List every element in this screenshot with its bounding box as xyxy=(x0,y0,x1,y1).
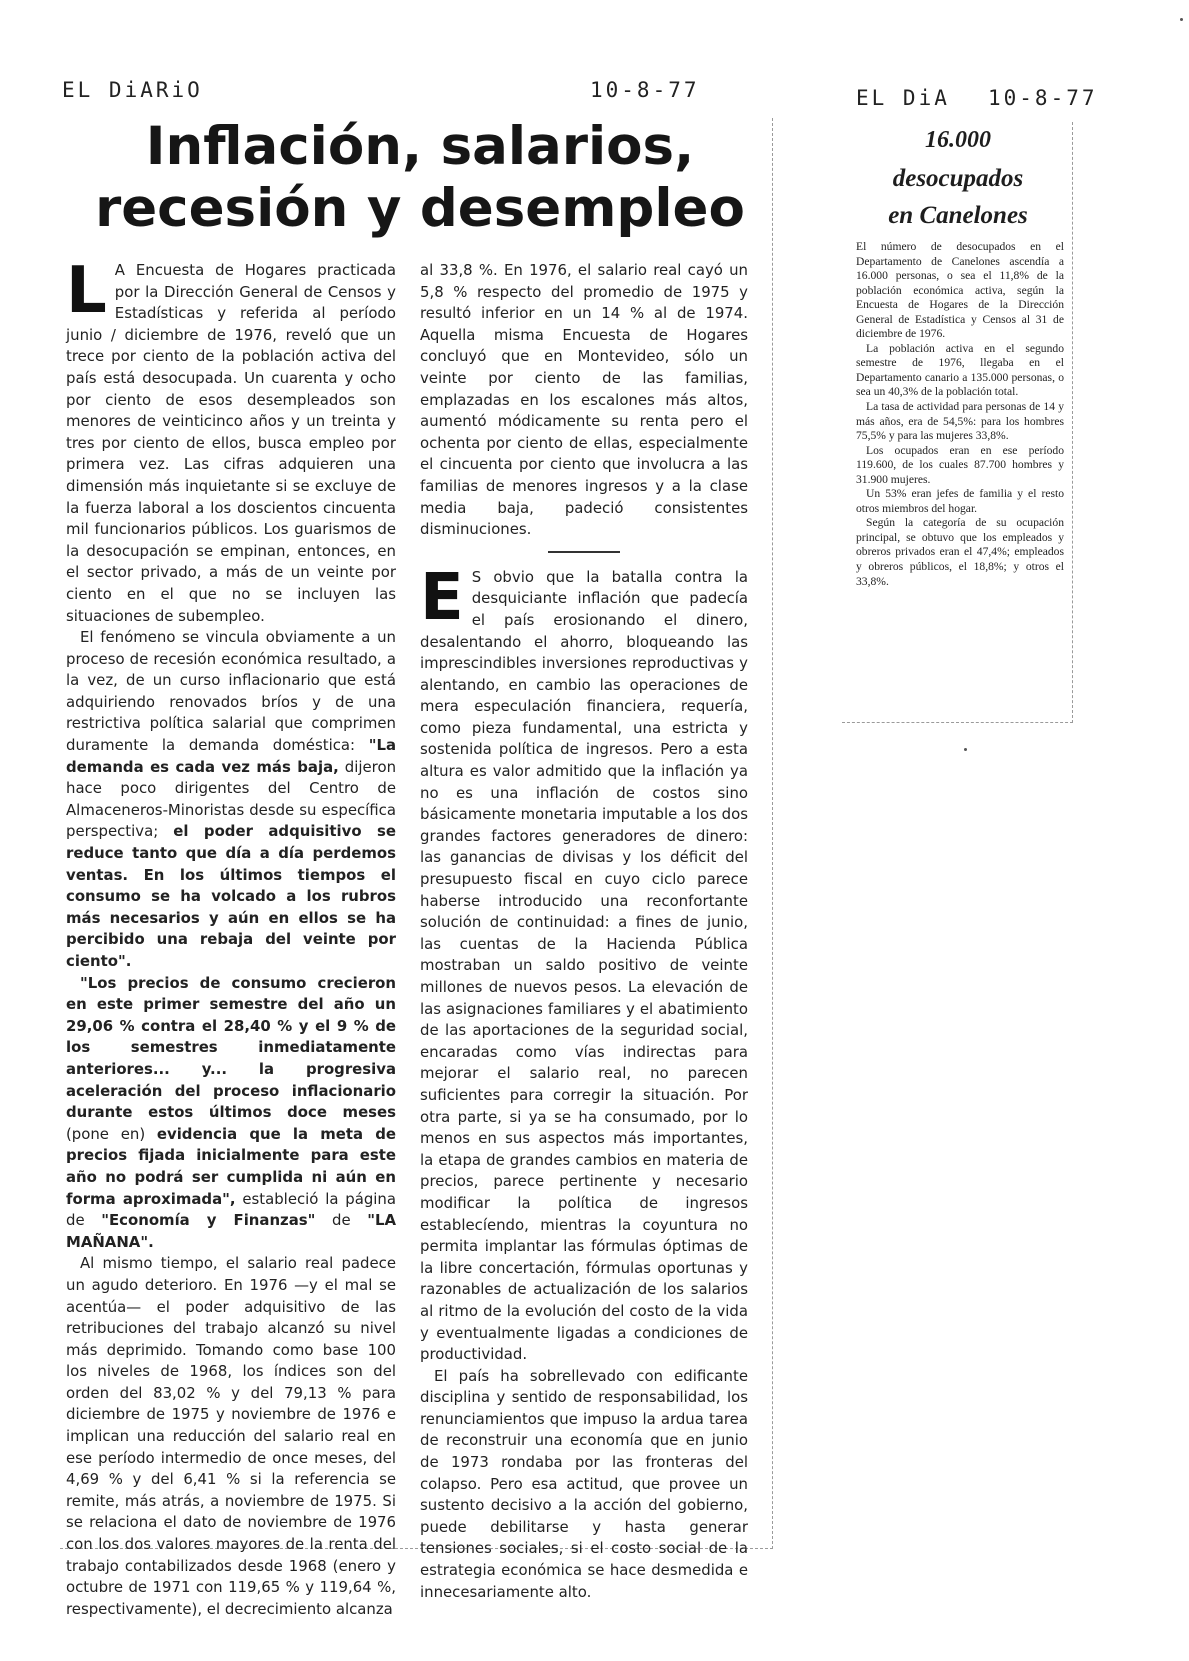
side-paragraph-2: La población activa en el segundo semestre de 1976, llegaba en el Departamento canario a 135.000 personas, o sea un 40,3% de la población total. xyxy=(856,341,1064,399)
side-paragraph-3: La tasa de actividad para personas de 14 y más años, era de 54,5%: para los hombres 75,5% y para las mujeres 33,8%. xyxy=(856,400,1064,443)
headline-line-1: Inflación, salarios, xyxy=(145,116,695,177)
side-headline-line-3: en Canelones xyxy=(888,202,1028,229)
headline-line-2: recesión y desempleo xyxy=(95,178,745,239)
side-paragraph-6: Según la categoría de su ocupación principal, se obtuvo que los empleados y obreros privados eran el 47,4%; empleados y obreros públicos, el 18,8%; y otros el 33,8%. xyxy=(856,516,1064,588)
scan-speck xyxy=(1180,18,1183,21)
side-paragraph-1: El número de desocupados en el Departamento de Canelones ascendía a 16.000 personas, o sea el 11,8% de la población económica activa, según la Encuesta de Hogares de la Dirección General de Estadística y Censos al 31 de diciembre de 1976. xyxy=(856,240,1064,341)
paragraph-4: Al mismo tiempo, el salario real padece un agudo deterioro. En 1976 —y el mal se acentúa— el poder adquisitivo de las retribuciones del trabajo alcanzó su nivel más deprimido. Tomando como base 100 los niveles de 1968, los índices son del orden del 83,02 % y del 79,13 % para diciembre de 1975 y noviembre de 1976 e implican una reducción del salario real en ese período intermedio de once meses, del 4,69 % y del 6,41 % si la referencia se remite, más atrás, a noviembre de 1975. Si se relaciona el dato de noviembre de 1976 con los dos valores mayores de la renta del trabajo contabilizados desde 1968 (enero y octubre de 1971 con 119,65 % y 119,64 %, respectivamente), el decrecimiento alcanza xyxy=(66,1254,396,1618)
article-column-1 xyxy=(66,254,397,1620)
side-headline-line-1: 16.000 xyxy=(925,127,991,153)
side-paragraph-4: Los ocupados eran en ese período 119.600, de los cuales 87.700 hombres y 31.900 mujeres. xyxy=(856,443,1064,486)
article-column-2 xyxy=(420,260,748,1603)
side-paragraph-5: Un 53% eran jefes de familia y el resto otros miembros del hogar. xyxy=(856,487,1064,515)
paragraph-7: El país ha sobrellevado con edificante disciplina y sentido de responsabilidad, los renunciamientos que impuso la ardua tarea de reconstruir una economía que en junio de 1973 rondaba por las fronteras del colapso. Pero esa actitud, que provee un sustento decisivo a la acción del gobierno, puede debilitarse y hasta generar tensiones sociales, si el costo social de la estrategia económica se hace desmedida e innecesariamente alto. xyxy=(420,1366,748,1601)
dropcap-e: E xyxy=(420,560,464,635)
paragraph-5: al 33,8 %. En 1976, el salario real cayó un 5,8 % respecto del promedio de 1975 y resultó inferior en un 14 % al de 1974. Aquella misma Encuesta de Hogares concluyó que en Montevideo, sólo un veinte por ciento de las familias, emplazadas en los escalones más altos, aumentó módicamente su renta pero el ochenta por ciento de ellas, especialmente el cincuenta por ciento que involucra a las familias de menores ingresos y a la clase media baja, padeció consistentes disminuciones. xyxy=(420,261,748,539)
handwritten-source-left: EL DiARiO xyxy=(62,78,203,102)
handwritten-date-left: 10-8-77 xyxy=(590,78,700,102)
paragraph-2: El fenómeno se vincula obviamente a un proceso de recesión económica resultado, a la vez, de un curso inflacionario que está adquiriendo renovados bríos y de una restrictiva política salarial que comprimen duramente la demanda doméstica: "La demanda es cada vez más baja, dijeron hace poco dirigentes del Centro de Almaceneros-Minoristas desde su específica perspectiva; el poder adquisitivo se reduce tanto que día a día perdemos ventas. En los últimos tiempos el consumo se ha volcado a los rubros más necesarios y aún en ellos se ha percibido una rebaja del veinte por ciento". xyxy=(66,628,397,970)
paragraph-6: E S obvio que la batalla contra la desquiciante inflación que padecía el país erosionando el dinero, desalentando el ahorro, bloqueando las imprescindibles inversiones reproductivas y alentando, en cambio las operaciones de mera especulación financiera, requería, como pieza fundamental, una estricta y sostenida política de ingresos. Pero a esta altura es valor admitido que la inflación ya no es una inflación de costos sino básicamente monetaria imputable a los dos grandes factores generadores de dinero: las ganancias de divisas y los déficit del presupuesto fiscal en cuyo ciclo parece haberse introducido una reconfortante solución de continuidad: a fines de junio, las cuentas de la Hacienda Pública mostraban un saldo positivo de veinte millones de nuevos pesos. La elevación de las asignaciones familiares y el abatimiento de las aportaciones de la seguridad social, encaradas como vías indirectas para mejorar el salario real, no parecen suficientes para corregir la situación. Por otra parte, si ya se ha consumado, por lo menos en sus aspectos más importantes, la etapa de grandes cambios en materia de precios, parece pertinente y necesario modificar la política de ingresos establecíendo, mientras la coyuntura no permita implantar las fórmulas óptimas de la libre concertación, fórmulas oportunas y razonables de actualización de los salarios al ritmo de la evolución del costo de la vida y eventualmente ligadas a condiciones de productividad. xyxy=(420,560,748,1364)
paragraph-1: L A Encuesta de Hogares practicada por la Dirección General de Censos y Estadísticas y referida al período junio / diciembre de 1976, reveló que un trece por ciento de la población activa del país está desocupada. Un cuarenta y ocho por ciento de esos desempleados son menores de veinticinco años y un treinta y tres por ciento de ellos, busca empleo por primera vez. Las cifras adquieren una dimensión más inquietante si se excluye de la fuerza laboral a los doscientos cincuenta mil funcionarios públicos. Los guarismos de la desocupación se empinan, entonces, en el sector privado, a más de un veinte por ciento en el que no se incluyen las situaciones de subempleo. xyxy=(66,254,396,625)
paragraph-3: "Los precios de consumo crecieron en este primer semestre del año un 29,06 % contra el 28,40 % y el 9 % de los semestres inmediatamente anteriores... y... la progresiva aceleración del proceso inflacionario durante estos últimos doce meses (pone en) evidencia que la meta de precios fijada inicialmente para este año no podrá ser cumplida ni aún en forma aproximada", estableció la página de "Economía y Finanzas" de "LA MAÑANA". xyxy=(66,973,397,1251)
scan-speck xyxy=(964,748,967,751)
handwritten-source-right: EL DiA xyxy=(856,86,950,110)
dropcap-l: L xyxy=(66,254,107,328)
handwritten-date-right: 10-8-77 xyxy=(988,86,1098,110)
side-headline-line-2: desocupados xyxy=(892,165,1024,192)
section-divider xyxy=(548,551,620,553)
side-article-body xyxy=(856,240,1064,589)
